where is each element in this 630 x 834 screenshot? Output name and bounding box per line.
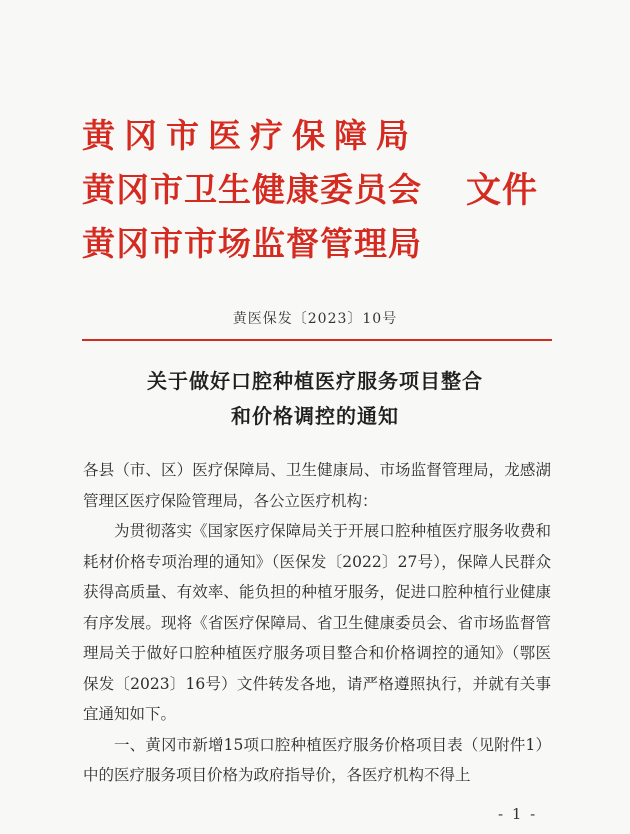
page-number: - 1 - [498, 805, 538, 823]
document-number: 黄医保发〔2023〕10号 [232, 311, 398, 327]
notice-title-line-1: 关于做好口腔种植医疗服务项目整合 [147, 369, 483, 393]
notice-body [83, 455, 551, 791]
notice-title-line-2: 和价格调控的通知 [231, 404, 399, 428]
issuer-name-2: 黄冈市卫生健康委员会 [82, 170, 422, 209]
body-paragraph-2: 一、黄冈市新增15项口腔种植医疗服务价格项目表（见附件1）中的医疗服务项目价格为政府指导价，各医疗机构不得上 [83, 735, 551, 784]
body-paragraph-1: 为贯彻落实《国家医疗保障局关于开展口腔种植医疗服务收费和耗材价格专项治理的通知》（医保发〔2022〕27号），保障人民群众获得高质量、有效率、能负担的种植牙服务，促进口腔种植行业健康有序发展。现将《省医疗保障局、省卫生健康委员会、省市场监督管理局关于做好口腔种植医疗服务项目整合和价格调控的通知》（鄂医保发〔2023〕16号）文件转发各地，请严格遵照执行，并就有关事宜通知如下。 [83, 522, 551, 723]
issuer-name-3: 黄冈市市场监督管理局 [82, 224, 422, 263]
recipients-paragraph: 各县（市、区）医疗保障局、卫生健康局、市场监督管理局，龙感湖管理区医疗保险管理局，各公立医疗机构： [83, 461, 551, 510]
issuer-name-1: 黄冈市医疗保障局 [82, 116, 418, 155]
document-word: 文件 [466, 170, 539, 211]
red-divider-line [82, 339, 552, 341]
